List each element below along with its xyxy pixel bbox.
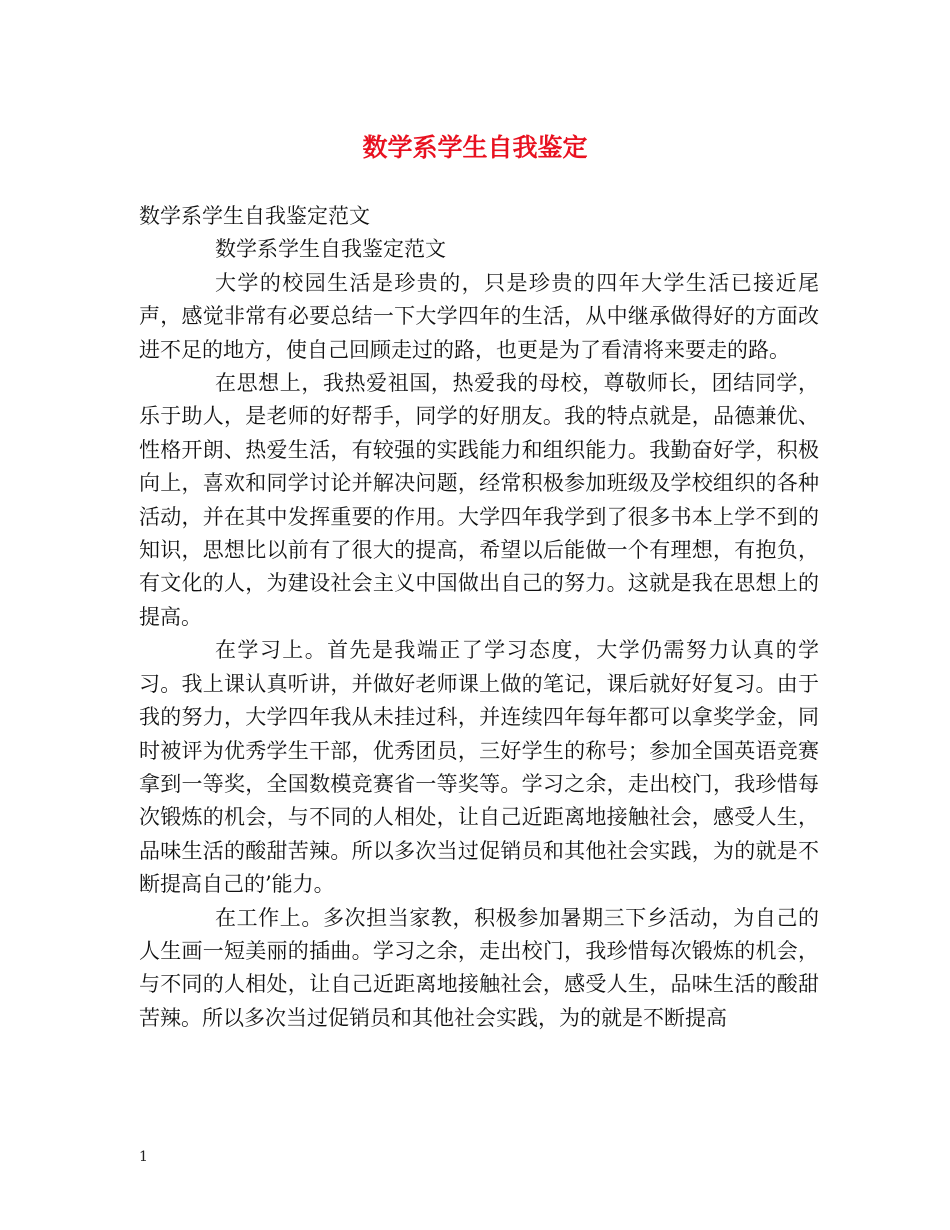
- paragraph-study: 在学习上。首先是我端正了学习态度，大学仍需努力认真的学习。我上课认真听讲，并做好老师课上做的笔记，课后就好好复习。由于我的努力，大学四年我从未挂过科，并连续四年每年都可以拿奖学金，同时被评为优秀学生干部，优秀团员，三好学生的称号；参加全国英语竞赛拿到一等奖，全国数模竞赛省一等奖等。学习之余，走出校门，我珍惜每次锻炼的机会，与不同的人相处，让自己近距离地接触社会，感受人生，品味生活的酸甜苦辣。所以多次当过促销员和其他社会实践，为的就是不断提高自己的’能力。: [139, 638, 819, 897]
- document-heading: 数学系学生自我鉴定范文: [139, 204, 370, 228]
- document-body: [139, 200, 819, 1035]
- document-title: 数学系学生自我鉴定: [362, 133, 588, 162]
- page-number: 1: [139, 1149, 148, 1165]
- paragraph-ideology: 在思想上，我热爱祖国，热爱我的母校，尊敬师长，团结同学，乐于助人，是老师的好帮手，同学的好朋友。我的特点就是，品德兼优、性格开朗、热爱生活，有较强的实践能力和组织能力。我勤奋好学，积极向上，喜欢和同学讨论并解决问题，经常积极参加班级及学校组织的各种活动，并在其中发挥重要的作用。大学四年我学到了很多书本上学不到的知识，思想比以前有了很大的提高，希望以后能做一个有理想，有抱负，有文化的人，为建设社会主义中国做出自己的努力。这就是我在思想上的提高。: [139, 371, 819, 629]
- document-subheading: 数学系学生自我鉴定范文: [215, 237, 446, 262]
- paragraph-intro: 大学的校园生活是珍贵的，只是珍贵的四年大学生活已接近尾声，感觉非常有必要总结一下大学四年的生活，从中继承做得好的方面改进不足的地方，使自己回顾走过的路，也更是为了看清将来要走的路。: [139, 270, 819, 362]
- paragraph-work: 在工作上。多次担当家教，积极参加暑期三下乡活动，为自己的人生画一短美丽的插曲。学习之余，走出校门，我珍惜每次锻炼的机会，与不同的人相处，让自己近距离地接触社会，感受人生，品味生活的酸甜苦辣。所以多次当过促销员和其他社会实践，为的就是不断提高: [139, 905, 819, 1030]
